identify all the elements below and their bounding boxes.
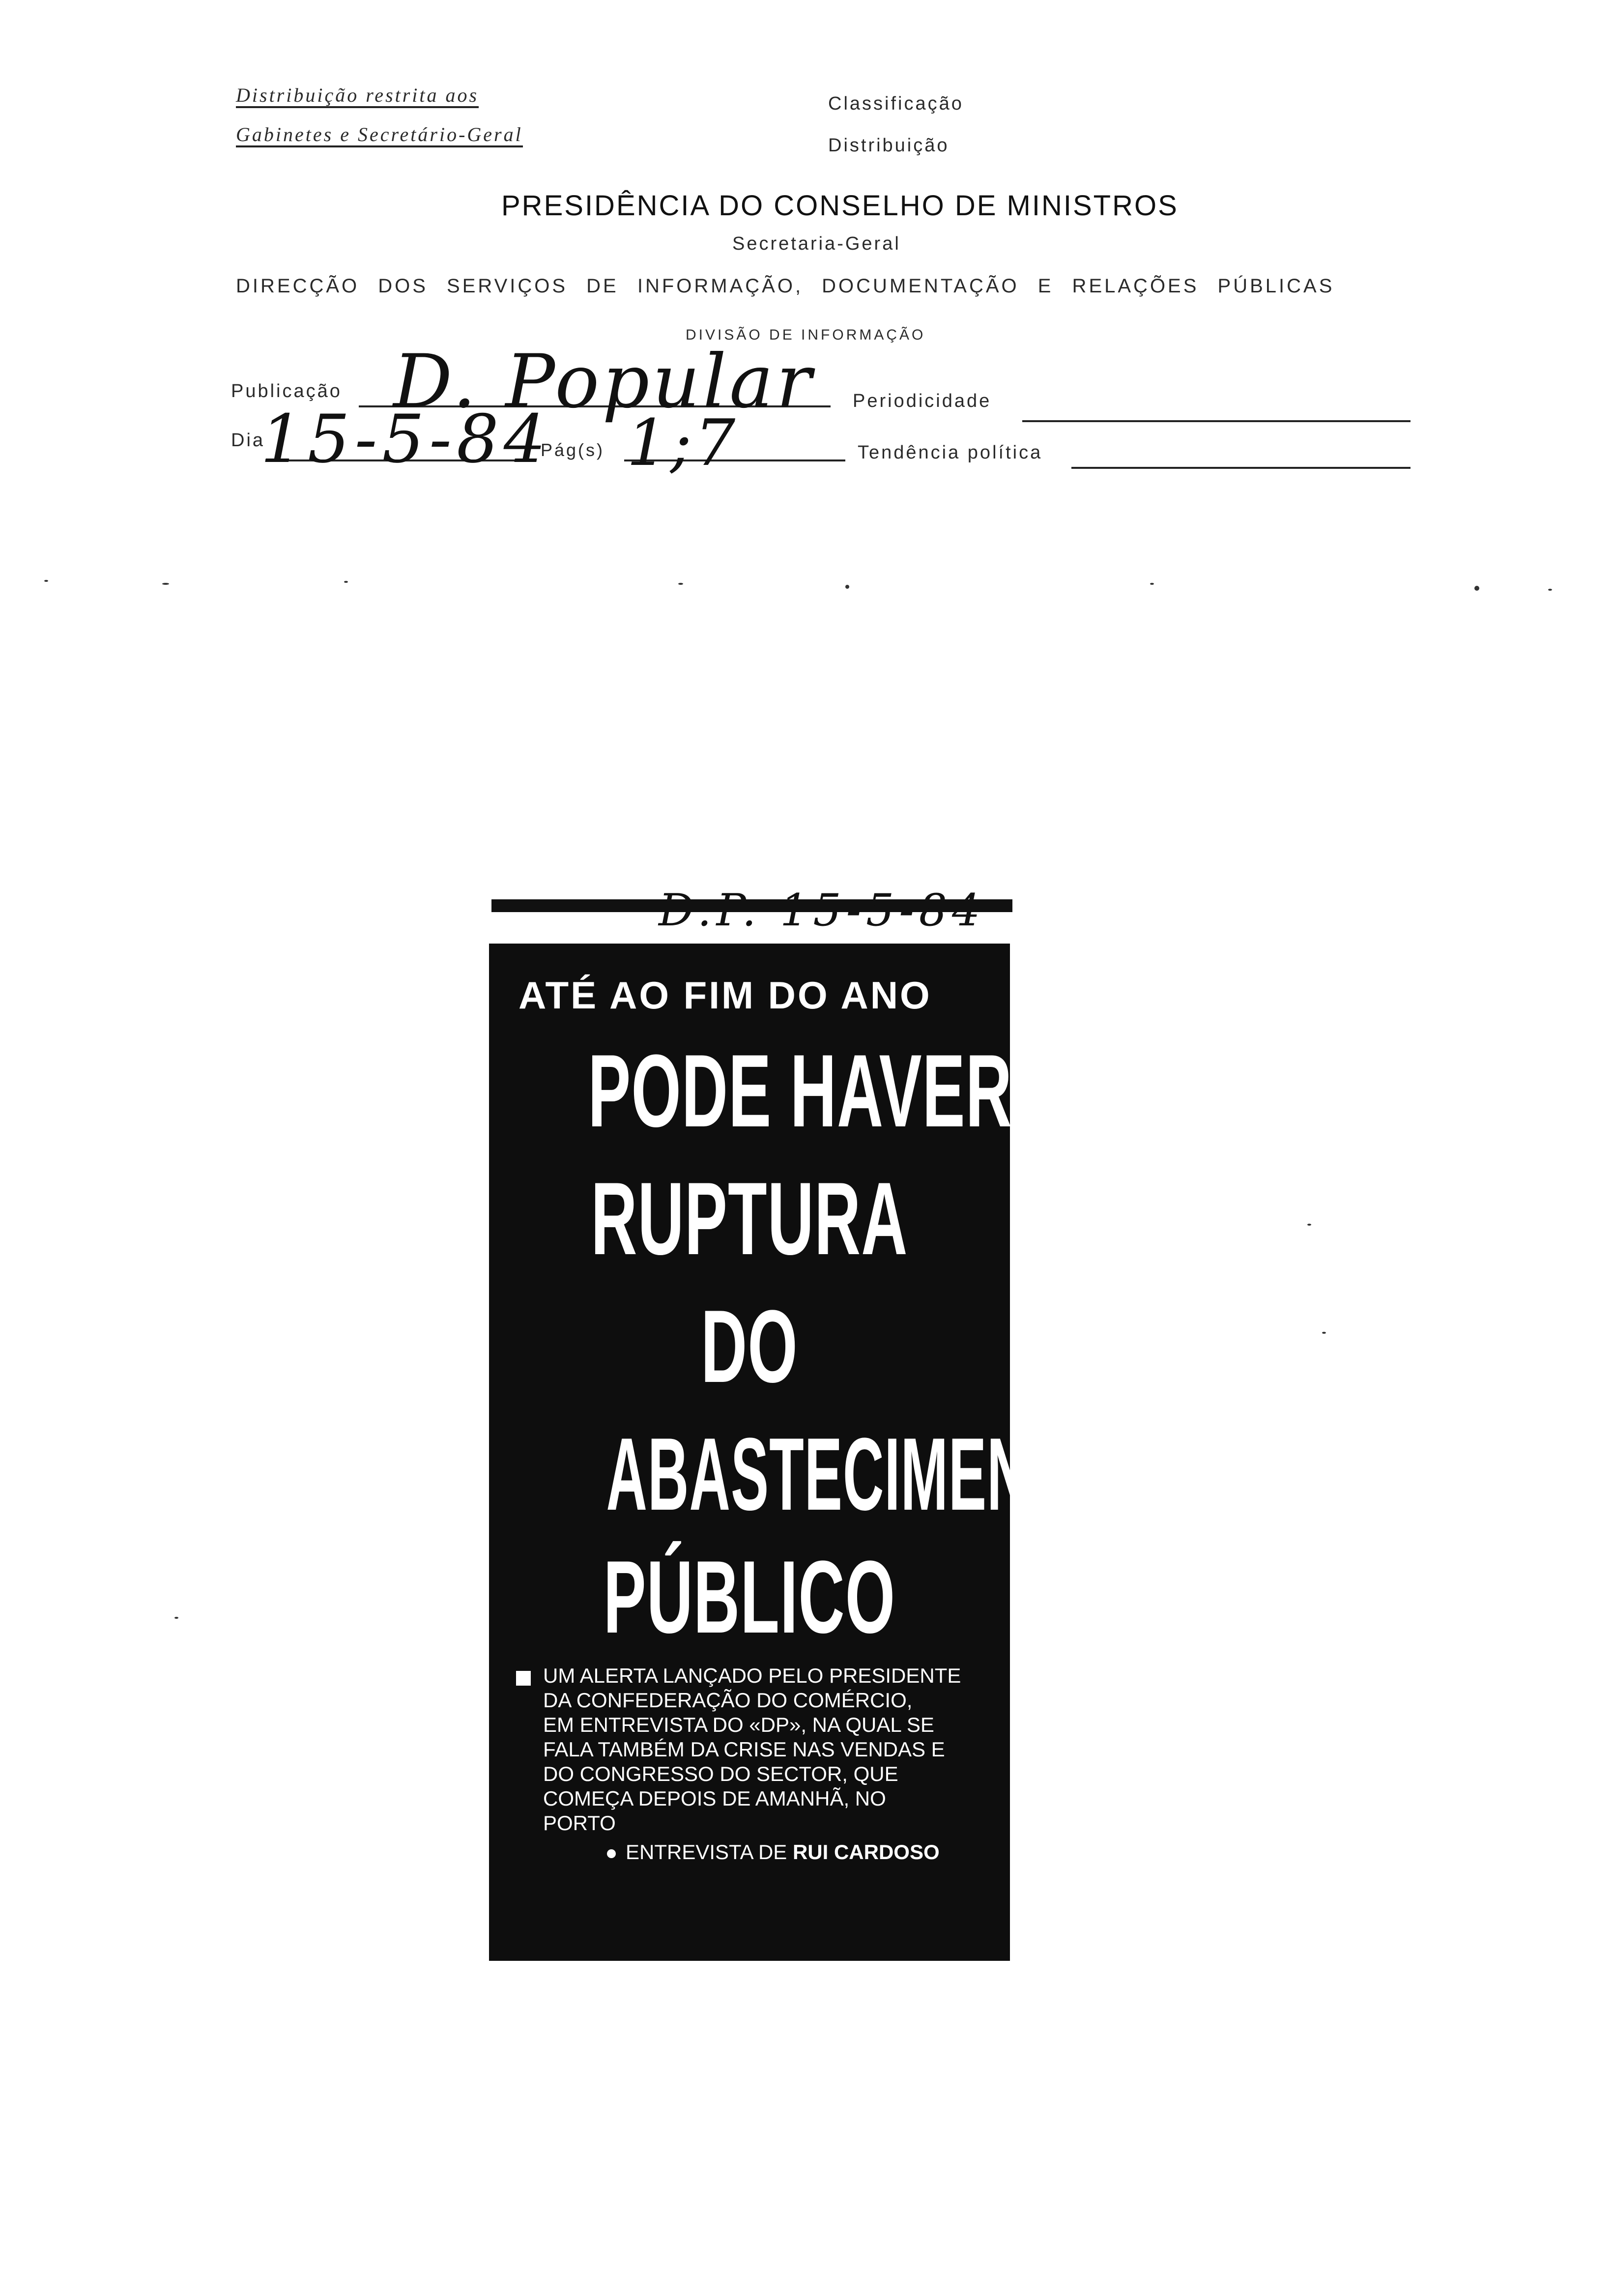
day-handwritten: 15-5-84: [260, 401, 551, 478]
clipping-handwritten-note: D.P. 15-5-84: [659, 885, 985, 936]
summary-line: PORTO: [543, 1811, 616, 1835]
scan-speck: [344, 581, 348, 583]
direction-line: DIRECÇÃO DOS SERVIÇOS DE INFORMAÇÃO, DOCUMENTAÇÃO E RELAÇÕES PÚBLICAS: [236, 275, 1335, 297]
division-line: DIVISÃO DE INFORMAÇÃO: [686, 327, 926, 343]
classification-label: Classificação: [828, 93, 964, 114]
bullet-dot: [607, 1849, 616, 1858]
summary-line: DA CONFEDERAÇÃO DO COMÉRCIO,: [543, 1689, 913, 1712]
interview-credit: [607, 1840, 940, 1864]
clipping-bottom-edge: [489, 1887, 1010, 1961]
pages-handwritten: 1;7: [627, 405, 739, 480]
restricted-line1-text: Distribuição restrita aos: [236, 84, 479, 108]
scan-speck: [1548, 589, 1552, 591]
summary-line: DO CONGRESSO DO SECTOR, QUE: [543, 1762, 898, 1785]
summary-bullet-square: [516, 1671, 531, 1686]
scan-speck: [1474, 586, 1479, 591]
tendency-label: Tendência política: [858, 442, 1043, 463]
scan-speck: [44, 580, 48, 582]
tendency-field-line: [1071, 467, 1410, 469]
pages-label: Pág(s): [541, 440, 605, 460]
headline-line-4: ABASTECIMENTO: [606, 1416, 1108, 1532]
restricted-line2-text: Gabinetes e Secretário-Geral: [236, 123, 523, 147]
restricted-distribution-line2: [236, 123, 523, 146]
summary-line: COMEÇA DEPOIS DE AMANHÃ, NO: [543, 1787, 886, 1810]
interview-prefix: ENTREVISTA DE: [626, 1840, 787, 1864]
day-label: Dia: [231, 430, 265, 451]
summary-line: UM ALERTA LANÇADO PELO PRESIDENTE: [543, 1664, 961, 1687]
summary-block: [543, 1664, 995, 1836]
scan-speck: [162, 583, 169, 585]
periodicity-field-line: [1022, 420, 1410, 422]
scan-speck: [1307, 1224, 1311, 1226]
org-title: PRESIDÊNCIA DO CONSELHO DE MINISTROS: [501, 190, 1179, 222]
scan-speck: [1150, 583, 1154, 585]
scan-speck: [845, 585, 849, 589]
summary-line: EM ENTREVISTA DO «DP», NA QUAL SE: [543, 1713, 934, 1736]
headline-line-2: RUPTURA: [591, 1161, 908, 1276]
interview-author: RUI CARDOSO: [792, 1840, 940, 1864]
restricted-distribution-line1: [236, 84, 479, 107]
headline-line-5: PÚBLICO: [603, 1539, 896, 1655]
scan-speck: [678, 583, 683, 585]
publication-label: Publicação: [231, 381, 342, 402]
org-subtitle: Secretaria-Geral: [732, 233, 901, 254]
summary-line: FALA TAMBÉM DA CRISE NAS VENDAS E: [543, 1738, 945, 1761]
clipping-kicker: ATÉ AO FIM DO ANO: [518, 974, 932, 1017]
publication-handwritten: D. Popular: [393, 339, 815, 425]
headline-line-3: DO: [701, 1289, 798, 1404]
scan-speck: [174, 1617, 178, 1619]
headline-line-1: PODE HAVER: [588, 1033, 1013, 1148]
newspaper-clipping: [489, 944, 1108, 1887]
distribution-label: Distribuição: [828, 135, 950, 156]
scan-speck: [1322, 1332, 1326, 1334]
periodicity-label: Periodicidade: [853, 391, 992, 411]
